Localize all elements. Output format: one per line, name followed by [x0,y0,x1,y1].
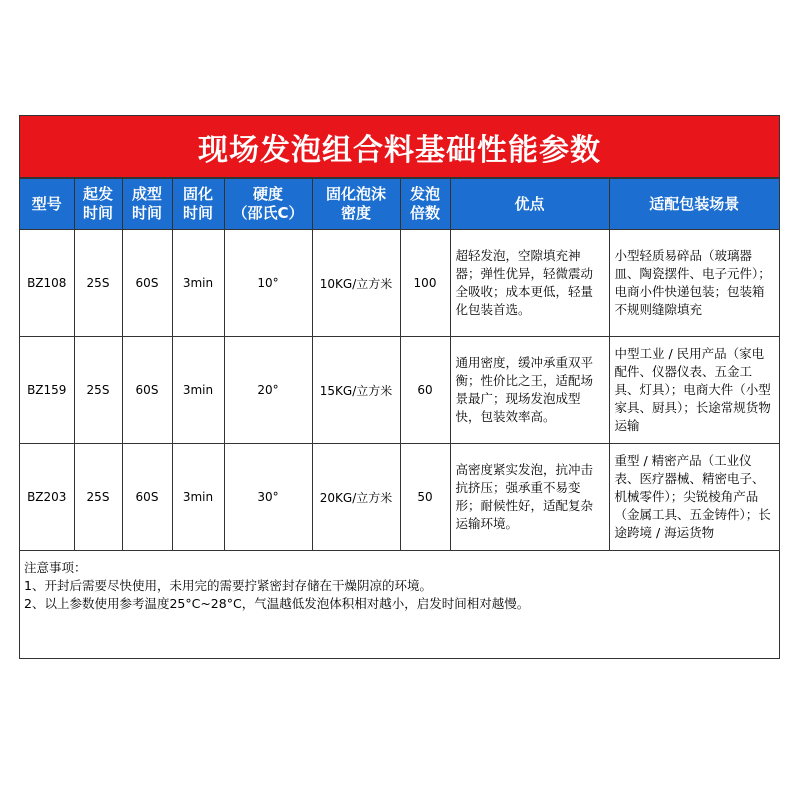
table-row [20,230,779,337]
cell-model: BZ108 [20,230,74,337]
cell-start-time: 25S [74,337,122,444]
cell-scenarios: 小型轻质易碎品（玻璃器皿、陶瓷摆件、电子元件）；电商小件快递包装；包装箱不规则缝隙填充 [609,230,779,337]
header-curing-time: 固化 时间 [172,179,224,230]
cell-scenarios: 中型工业 / 民用产品（家电配件、仪器仪表、五金工具、灯具）；电商大件（小型家具、厨具）；长途常规货物运输 [609,337,779,444]
table-header-row [20,179,779,230]
cell-density: 15KG/立方米 [312,337,400,444]
note-item: 2、以上参数使用参考温度25°C~28°C，气温越低发泡体积相对越小，启发时间相对越慢。 [24,596,530,611]
cell-hardness: 20° [224,337,312,444]
cell-advantages: 通用密度，缓冲承重双平衡；性价比之王，适配场景最广；现场发泡成型快，包装效率高。 [450,337,609,444]
header-start-time: 起发 时间 [74,179,122,230]
header-expansion: 发泡 倍数 [400,179,450,230]
spec-table [20,178,779,551]
cell-forming-time: 60S [122,444,172,551]
cell-model: BZ159 [20,337,74,444]
cell-hardness: 10° [224,230,312,337]
cell-density: 20KG/立方米 [312,444,400,551]
cell-expansion: 100 [400,230,450,337]
cell-scenarios: 重型 / 精密产品（工业仪表、医疗器械、精密电子、机械零件）；尖锐棱角产品（金属工具、五金铸件）；长途跨境 / 海运货物 [609,444,779,551]
notes-section [20,551,779,613]
header-model: 型号 [20,179,74,230]
spec-sheet [19,115,780,659]
cell-model: BZ203 [20,444,74,551]
header-scenarios: 适配包装场景 [609,179,779,230]
table-row [20,444,779,551]
cell-density: 10KG/立方米 [312,230,400,337]
notes-heading: 注意事项： [24,560,87,575]
cell-expansion: 50 [400,444,450,551]
sheet-title: 现场发泡组合料基础性能参数 [20,116,779,178]
cell-start-time: 25S [74,444,122,551]
cell-curing-time: 3min [172,444,224,551]
cell-advantages: 高密度紧实发泡，抗冲击抗挤压；强承重不易变形；耐候性好，适配复杂运输环境。 [450,444,609,551]
cell-curing-time: 3min [172,230,224,337]
cell-advantages: 超轻发泡，空隙填充神器；弹性优异，轻微震动全吸收；成本更低，轻量化包装首选。 [450,230,609,337]
table-row [20,337,779,444]
header-forming-time: 成型 时间 [122,179,172,230]
cell-curing-time: 3min [172,337,224,444]
cell-forming-time: 60S [122,337,172,444]
header-hardness: 硬度 （邵氏C） [224,179,312,230]
header-density: 固化泡沫 密度 [312,179,400,230]
cell-forming-time: 60S [122,230,172,337]
cell-hardness: 30° [224,444,312,551]
cell-expansion: 60 [400,337,450,444]
cell-start-time: 25S [74,230,122,337]
note-item: 1、开封后需要尽快使用，未用完的需要拧紧密封存储在干燥阴凉的环境。 [24,578,432,593]
header-advantages: 优点 [450,179,609,230]
